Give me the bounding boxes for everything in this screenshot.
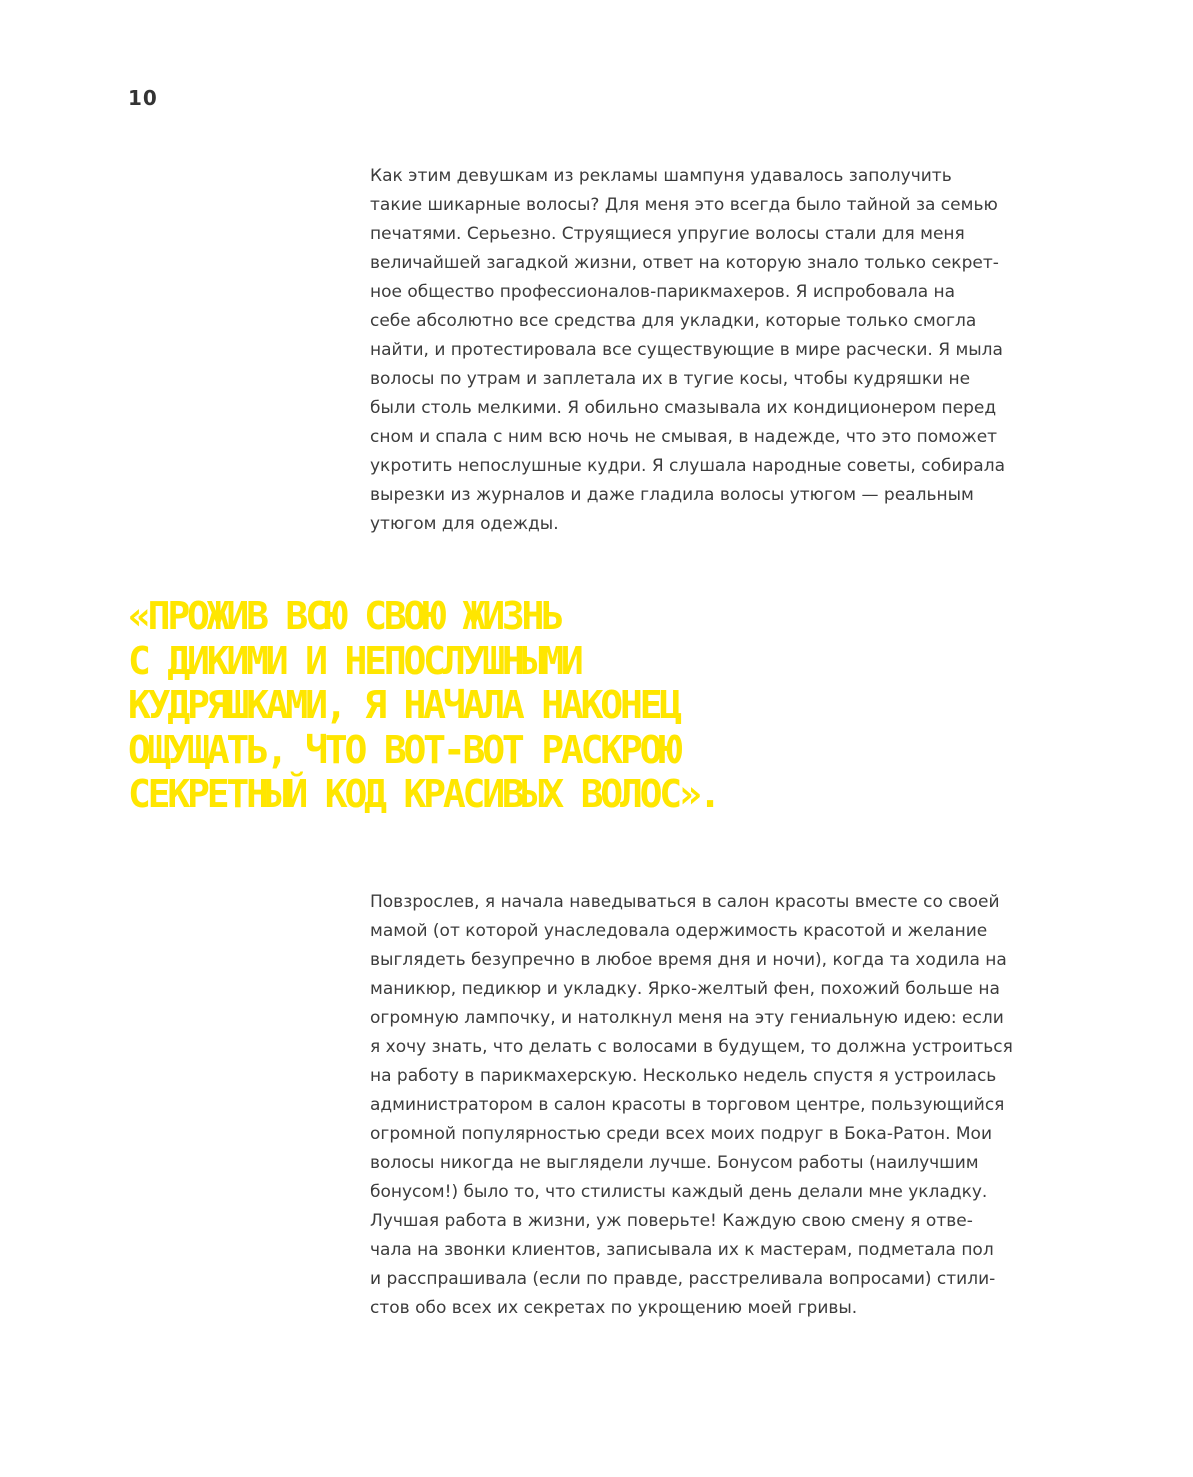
text-line: утюгом для одежды. [370,514,559,534]
text-line: огромной популярностью среди всех моих подруг в Бока-Ратон. Мои [370,1124,992,1144]
text-line: и расспрашивала (если по правде, расстреливала вопросами) стили- [370,1269,996,1289]
text-line: себе абсолютно все средства для укладки, которые только смогла [370,311,977,331]
text-line: укротить непослушные кудри. Я слушала народные советы, собирала [370,456,1006,476]
text-line: на работу в парикмахерскую. Несколько недель спустя я устроилась [370,1066,997,1086]
pull-quote-line: ОЩУЩАТЬ, ЧТО ВОТ-ВОТ РАСКРОЮ [128,727,679,772]
text-line: были столь мелкими. Я обильно смазывала их кондиционером перед [370,398,997,418]
text-line: мамой (от которой унаследовала одержимость красотой и желание [370,921,988,941]
text-line: администратором в салон красоты в торговом центре, пользующийся [370,1095,1005,1115]
text-line: вырезки из журналов и даже гладила волосы утюгом — реальным [370,485,974,505]
pull-quote [128,594,1088,817]
paragraph-salon [370,888,1070,1323]
text-line: бонусом!) было то, что стилисты каждый день делали мне укладку. [370,1182,988,1202]
text-line: величайшей загадкой жизни, ответ на которую знало только секрет- [370,253,999,273]
text-line: выглядеть безупречно в любое время дня и ночи), когда та ходила на [370,950,1007,970]
text-line: чала на звонки клиентов, записывала их к мастерам, подметала пол [370,1240,994,1260]
pull-quote-line: С ДИКИМИ И НЕПОСЛУШНЫМИ [128,638,581,683]
pull-quote-line: КУДРЯШКАМИ, Я НАЧАЛА НАКОНЕЦ [128,683,679,727]
text-line: такие шикарные волосы? Для меня это всегда было тайной за семью [370,195,998,215]
text-line: Повзрослев, я начала наведываться в салон красоты вместе со своей [370,892,1000,912]
text-line: огромную лампочку, и натолкнул меня на эту гениальную идею: если [370,1008,1004,1028]
text-line: Как этим девушкам из рекламы шампуня удавалось заполучить [370,166,952,186]
text-line: волосы никогда не выглядели лучше. Бонусом работы (наилучшим [370,1153,979,1173]
paragraph-intro [370,162,1070,539]
text-line: найти, и протестировала все существующие в мире расчески. Я мыла [370,340,1003,360]
text-line: печатями. Серьезно. Струящиеся упругие волосы стали для меня [370,224,965,244]
pull-quote-line: СЕКРЕТНЫЙ КОД КРАСИВЫХ ВОЛОС». [128,772,719,816]
page-number: 10 [128,86,158,110]
pull-quote-line: «ПРОЖИВ ВСЮ СВОЮ ЖИЗНЬ [128,594,561,638]
text-line: маникюр, педикюр и укладку. Ярко-желтый фен, похожий больше на [370,979,1000,999]
text-line: сном и спала с ним всю ночь не смывая, в надежде, что это поможет [370,427,998,447]
text-line: ное общество профессионалов-парикмахеров. Я испробовала на [370,282,956,302]
text-line: стов обо всех их секретах по укрощению моей гривы. [370,1298,858,1318]
text-line: я хочу знать, что делать с волосами в будущем, то должна устроиться [370,1037,1013,1057]
text-line: Лучшая работа в жизни, уж поверьте! Каждую свою смену я отве- [370,1211,973,1231]
text-line: волосы по утрам и заплетала их в тугие косы, чтобы кудряшки не [370,369,971,389]
